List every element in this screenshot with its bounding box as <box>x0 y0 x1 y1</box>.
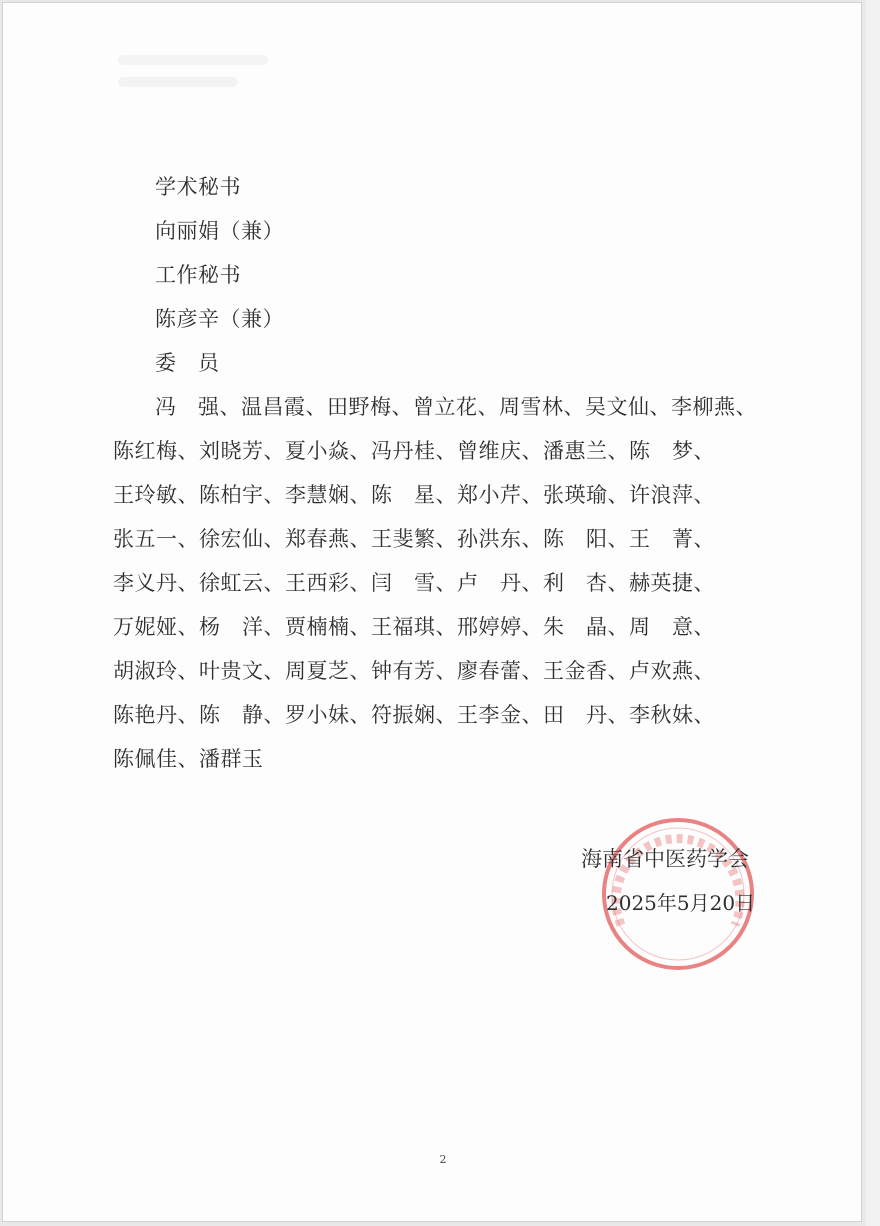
member-line: 李义丹、徐虹云、王西彩、闫 雪、卢 丹、利 杏、赫英捷、 <box>113 571 715 595</box>
member-line: 陈佩佳、潘群玉 <box>113 747 264 771</box>
issue-date: 2025年5月20日 <box>606 891 756 915</box>
document-body <box>113 165 773 781</box>
member-line: 万妮娅、杨 洋、贾楠楠、王福琪、邢婷婷、朱 晶、周 意、 <box>113 615 715 639</box>
member-line: 陈红梅、刘晓芳、夏小焱、冯丹桂、曾维庆、潘惠兰、陈 梦、 <box>113 439 715 463</box>
work-secretary-title: 工作秘书 <box>155 263 241 287</box>
document-page <box>2 2 862 1222</box>
academic-secretary-title: 学术秘书 <box>155 175 241 199</box>
issuing-organization: 海南省中医药学会 <box>581 847 749 871</box>
members-title: 委 员 <box>155 351 220 375</box>
viewer-margin <box>866 0 880 1226</box>
member-line: 胡淑玲、叶贵文、周夏芝、钟有芳、廖春蕾、王金香、卢欢燕、 <box>113 659 715 683</box>
academic-secretary-name: 向丽娟（兼） <box>155 219 284 243</box>
page-number: 2 <box>439 1153 447 1166</box>
member-line: 陈艳丹、陈 静、罗小妹、符振娴、王李金、田 丹、李秋妹、 <box>113 703 715 727</box>
work-secretary-name: 陈彦辛（兼） <box>155 307 284 331</box>
member-line: 张五一、徐宏仙、郑春燕、王斐繁、孙洪东、陈 阳、王 菁、 <box>113 527 715 551</box>
faint-header-mark <box>118 43 278 118</box>
member-line: 王玲敏、陈柏宇、李慧娴、陈 星、郑小芹、张瑛瑜、许浪萍、 <box>113 483 715 507</box>
member-line: 冯 强、温昌霞、田野梅、曾立花、周雪林、吴文仙、李柳燕、 <box>155 395 757 419</box>
